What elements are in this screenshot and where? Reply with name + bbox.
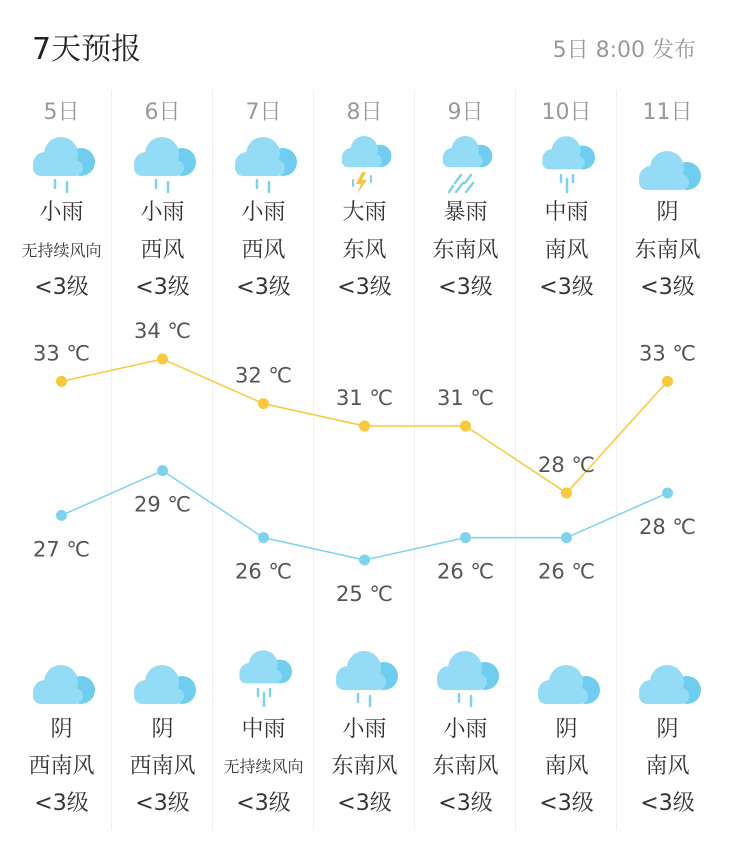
day-wind-level: <3级 xyxy=(539,275,594,300)
rainstorm-icon xyxy=(433,132,499,202)
day-weather-label: 小雨 xyxy=(140,200,185,225)
day-date: 5日 xyxy=(43,100,80,125)
night-weather-label: 阴 xyxy=(151,717,174,742)
night-weather-label: 小雨 xyxy=(342,717,387,742)
day-wind-level: <3级 xyxy=(135,275,190,300)
light-rain-icon xyxy=(433,646,499,716)
forecast-day-column xyxy=(11,90,112,830)
day-date: 10日 xyxy=(541,100,592,125)
day-wind-direction: 东南风 xyxy=(432,238,499,263)
data-label: 26 ℃ xyxy=(538,559,595,584)
day-wind-direction: 西风 xyxy=(140,238,185,263)
overcast-icon xyxy=(29,646,95,716)
light-rain-icon xyxy=(332,646,398,716)
moderate-rain-icon xyxy=(231,646,297,716)
data-label: 26 ℃ xyxy=(235,559,292,584)
forecast-columns xyxy=(11,90,718,830)
data-label: 25 ℃ xyxy=(336,582,393,606)
day-date: 11日 xyxy=(642,100,693,125)
night-wind-level: <3级 xyxy=(135,791,190,816)
night-wind-direction: 东南风 xyxy=(432,754,499,779)
day-weather-label: 暴雨 xyxy=(443,200,488,225)
night-weather-label: 阴 xyxy=(50,717,73,742)
night-wind-level: <3级 xyxy=(640,791,695,816)
day-date: 6日 xyxy=(144,100,181,125)
data-label: 33 ℃ xyxy=(639,341,696,366)
night-wind-level: <3级 xyxy=(438,791,493,816)
light-rain-icon xyxy=(130,132,196,202)
night-wind-level: <3级 xyxy=(34,791,89,816)
night-wind-direction: 西南风 xyxy=(129,754,196,779)
data-label: 31 ℃ xyxy=(336,386,393,410)
forecast-day-column xyxy=(314,90,415,830)
day-date: 9日 xyxy=(447,100,484,125)
data-label: 26 ℃ xyxy=(437,559,494,584)
night-wind-direction: 东南风 xyxy=(331,754,398,779)
day-weather-label: 中雨 xyxy=(544,200,589,225)
night-weather-label: 中雨 xyxy=(241,717,286,742)
forecast-header xyxy=(0,0,730,90)
data-label: 33 ℃ xyxy=(33,341,90,366)
day-weather-label: 小雨 xyxy=(241,200,286,225)
day-weather-label: 阴 xyxy=(656,200,679,225)
night-wind-level: <3级 xyxy=(539,791,594,816)
night-wind-level: <3级 xyxy=(236,791,291,816)
light-rain-icon xyxy=(231,132,297,202)
day-wind-level: <3级 xyxy=(337,275,392,300)
data-label: 27 ℃ xyxy=(33,537,90,562)
day-wind-direction: 无持续风向 xyxy=(21,241,102,260)
day-date: 8日 xyxy=(346,100,383,125)
day-wind-direction: 东风 xyxy=(342,238,387,263)
night-weather-label: 阴 xyxy=(656,717,679,742)
day-wind-level: <3级 xyxy=(640,275,695,300)
data-label: 34 ℃ xyxy=(134,319,191,343)
night-weather-label: 阴 xyxy=(555,717,578,742)
data-label: 29 ℃ xyxy=(134,492,191,517)
forecast-day-column xyxy=(415,90,516,830)
data-label: 32 ℃ xyxy=(235,363,292,388)
data-label: 28 ℃ xyxy=(639,515,696,539)
overcast-icon xyxy=(130,646,196,716)
heavy-rain-icon xyxy=(332,132,398,202)
day-wind-level: <3级 xyxy=(34,275,89,300)
day-wind-direction: 西风 xyxy=(241,238,286,263)
data-label: 28 ℃ xyxy=(538,453,595,477)
overcast-icon xyxy=(534,646,600,716)
night-wind-direction: 南风 xyxy=(544,754,589,779)
night-wind-direction: 无持续风向 xyxy=(223,757,304,776)
day-wind-direction: 南风 xyxy=(544,238,589,263)
forecast-day-column xyxy=(516,90,617,830)
overcast-icon xyxy=(635,646,701,716)
night-wind-level: <3级 xyxy=(337,791,392,816)
page-title: 7天预报 xyxy=(32,32,142,67)
day-wind-level: <3级 xyxy=(438,275,493,300)
day-wind-level: <3级 xyxy=(236,275,291,300)
day-weather-label: 大雨 xyxy=(342,200,387,225)
moderate-rain-icon xyxy=(534,132,600,202)
overcast-icon xyxy=(635,132,701,202)
forecast-day-column xyxy=(617,90,718,830)
day-date: 7日 xyxy=(245,100,282,125)
forecast-day-column xyxy=(213,90,314,830)
night-weather-label: 小雨 xyxy=(443,717,488,742)
day-wind-direction: 东南风 xyxy=(634,238,701,263)
light-rain-icon xyxy=(29,132,95,202)
night-wind-direction: 南风 xyxy=(645,754,690,779)
day-weather-label: 小雨 xyxy=(39,200,84,225)
night-wind-direction: 西南风 xyxy=(28,754,95,779)
forecast-day-column xyxy=(112,90,213,830)
data-label: 31 ℃ xyxy=(437,386,494,410)
publish-time: 5日 8:00 发布 xyxy=(552,38,696,63)
